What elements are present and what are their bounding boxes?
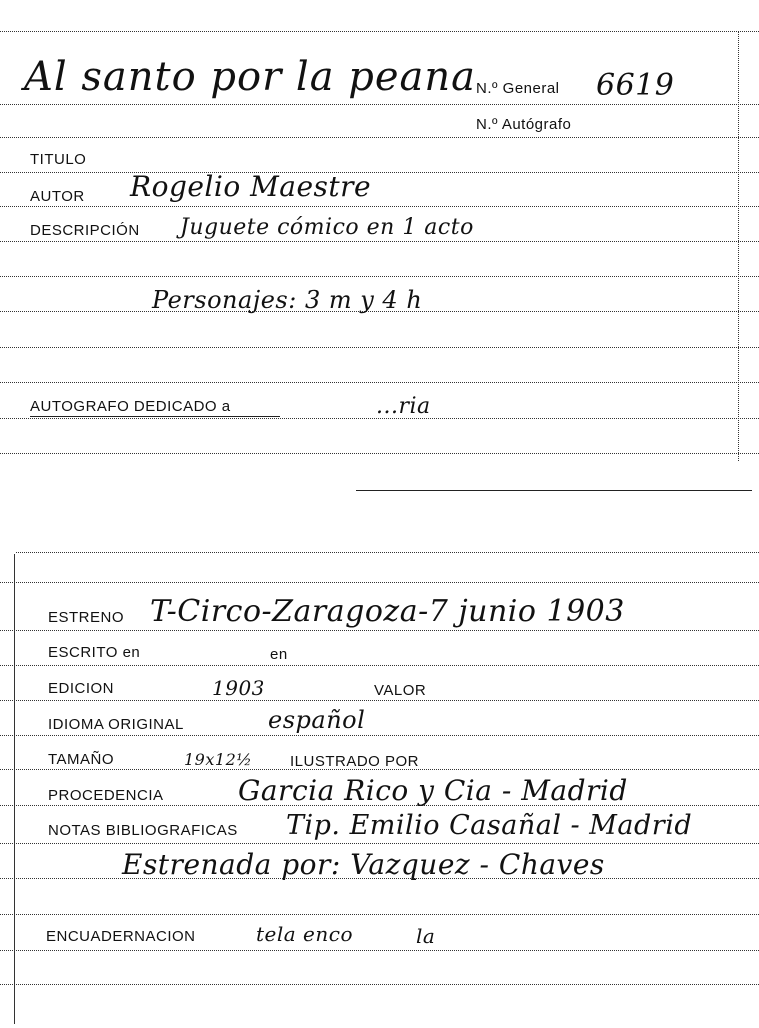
- ruled-line: [0, 950, 759, 951]
- procedencia-value: Garcia Rico y Cia - Madrid: [238, 774, 628, 807]
- dedicado-label: AUTOGRAFO DEDICADO a: [30, 398, 231, 415]
- catalog-card-bottom: [0, 548, 759, 1028]
- idioma-value: español: [268, 706, 366, 734]
- card-separator: [356, 490, 752, 491]
- ruled-line: [0, 347, 759, 348]
- tamano-label: TAMAÑO: [48, 751, 115, 768]
- dedicado-value: ...ria: [376, 394, 431, 419]
- titulo-label: TITULO: [30, 151, 87, 168]
- edicion-value: 1903: [212, 676, 265, 700]
- ruled-line: [0, 137, 759, 138]
- ruled-line: [0, 735, 759, 736]
- valor-label: VALOR: [374, 682, 427, 699]
- ruled-line: [0, 172, 759, 173]
- notas-value-2: Estrenada por: Vazquez - Chaves: [122, 848, 605, 881]
- card-right-edge: [738, 31, 739, 461]
- play-title: Al santo por la peana: [24, 54, 477, 100]
- encuadernacion-value: tela enco: [256, 922, 354, 946]
- personajes-value: Personajes: 3 m y 4 h: [152, 286, 423, 314]
- dedicado-underline: [30, 416, 280, 417]
- ruled-line: [0, 104, 759, 105]
- general-number-value: 6619: [596, 68, 675, 103]
- notas-label: NOTAS BIBLIOGRAFICAS: [48, 822, 238, 839]
- ruled-line: [0, 630, 759, 631]
- ruled-line: [0, 382, 759, 383]
- idioma-label: IDIOMA ORIGINAL: [48, 716, 184, 733]
- estreno-label: ESTRENO: [48, 609, 125, 626]
- general-number-label: N.º General: [476, 80, 560, 97]
- ruled-line: [0, 206, 759, 207]
- ruled-line: [0, 276, 759, 277]
- autor-label: AUTOR: [30, 188, 85, 205]
- ruled-line: [0, 665, 759, 666]
- card-left-edge: [14, 554, 15, 1024]
- ilustrado-label: ILUSTRADO POR: [290, 753, 420, 770]
- edicion-label: EDICION: [48, 680, 115, 697]
- ruled-line: [0, 453, 759, 454]
- autografo-number-label: N.º Autógrafo: [476, 116, 572, 133]
- top-border: [16, 552, 759, 553]
- escrito-en-label: en: [270, 646, 288, 663]
- descripcion-value: Juguete cómico en 1 acto: [180, 215, 474, 240]
- ruled-line: [0, 984, 759, 985]
- autor-value: Rogelio Maestre: [130, 170, 372, 203]
- encuadernacion-value-2: la: [416, 924, 436, 948]
- escrito-label: ESCRITO en: [48, 644, 141, 661]
- catalog-card-top: [0, 0, 759, 470]
- ruled-line: [0, 914, 759, 915]
- ruled-line: [0, 582, 759, 583]
- ruled-line: [0, 700, 759, 701]
- ruled-line: [0, 843, 759, 844]
- encuadernacion-label: ENCUADERNACION: [46, 928, 196, 945]
- top-border: [0, 31, 759, 32]
- procedencia-label: PROCEDENCIA: [48, 787, 164, 804]
- descripcion-label: DESCRIPCIÓN: [30, 222, 140, 239]
- notas-value: Tip. Emilio Casañal - Madrid: [286, 810, 693, 841]
- ruled-line: [0, 241, 759, 242]
- estreno-value: T-Circo-Zaragoza-7 junio 1903: [150, 594, 625, 629]
- tamano-value: 19x12½: [184, 750, 253, 769]
